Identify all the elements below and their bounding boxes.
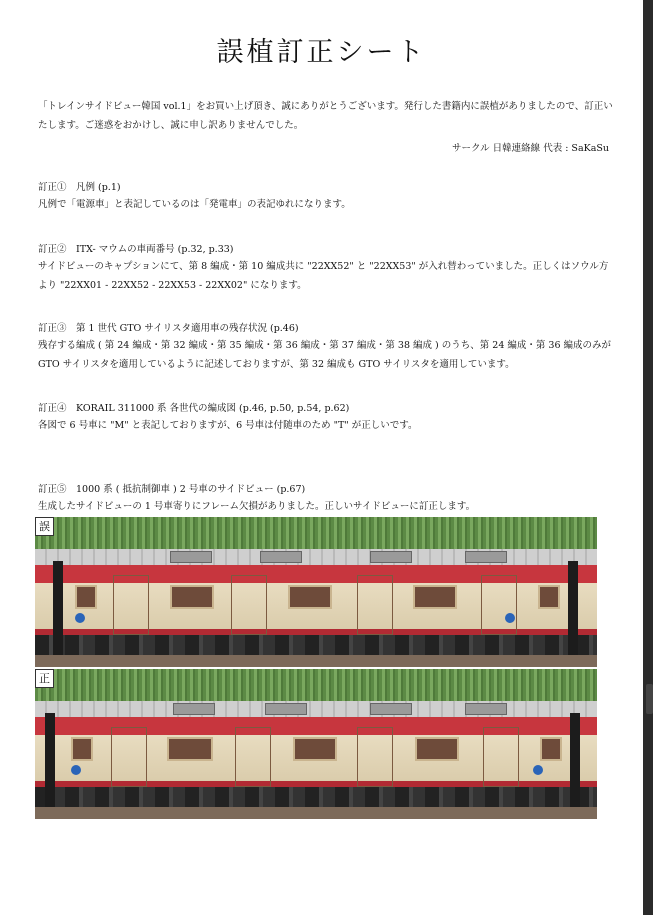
correction-5-body: 生成したサイドビューの 1 号車寄りにフレーム欠損がありました。正しいサイドビューに訂正します。 (38, 501, 476, 512)
train-door (113, 575, 149, 635)
train-door (481, 575, 517, 635)
train-roof (35, 701, 597, 717)
train-window (288, 585, 332, 609)
train-door (111, 727, 147, 787)
train-window (167, 737, 213, 761)
sideview-wrong-image (35, 517, 597, 667)
correct-tag: 正 (35, 669, 54, 688)
roof-equipment (265, 703, 307, 715)
roof-equipment (170, 551, 212, 563)
train-door (231, 575, 267, 635)
car-gap (45, 713, 55, 807)
page-title: 誤植訂正シート (216, 37, 427, 68)
train-underframe (35, 787, 597, 807)
train-window (413, 585, 457, 609)
correction-2-body: サイドビューのキャプションにて、第 8 編成・第 10 編成共に "22XX52" と "22XX53" が入れ替わっていました。正しくはソウル方より "22XX01 - 22XX52 - 22XX53 - 22XX02" になります。 (38, 261, 609, 291)
correction-4-body: 各図で 6 号車に "M" と表記しておりますが、6 号車は付随車のため "T" が正しいです。 (38, 420, 418, 431)
car-gap (53, 561, 63, 655)
grass-strip (35, 517, 597, 551)
rail-track (35, 807, 597, 819)
roof-equipment (465, 551, 507, 563)
wrong-tag: 誤 (35, 517, 54, 536)
train-window (415, 737, 459, 761)
train-door (235, 727, 271, 787)
roof-equipment (370, 551, 412, 563)
train-roof (35, 549, 597, 565)
train-door (483, 727, 519, 787)
korail-logo (533, 765, 543, 775)
correction-3-heading: 訂正③ 第 1 世代 GTO サイリスタ適用車の残存状況 (p.46) (38, 323, 299, 334)
correction-1-body: 凡例で「電源車」と表記しているのは「発電車」の表記ゆれになります。 (38, 199, 351, 210)
korail-logo (505, 613, 515, 623)
korail-logo (71, 765, 81, 775)
train-window (71, 737, 93, 761)
korail-logo (75, 613, 85, 623)
sideview-correct-image (35, 669, 597, 819)
page-edge-bar (643, 0, 653, 915)
car-gap (568, 561, 578, 655)
train-window (293, 737, 337, 761)
train-door (357, 575, 393, 635)
correction-3-body: 残存する編成 ( 第 24 編成・第 32 編成・第 35 編成・第 36 編成・第 37 編成・第 38 編成 ) のうち、第 24 編成・第 36 編成のみが GTO サイリスタを適用しているように記述しておりますが、第 32 編成も GTO サイリスタを適用しています。 (38, 340, 612, 370)
roof-equipment (260, 551, 302, 563)
grass-strip (35, 669, 597, 703)
train-window (538, 585, 560, 609)
roof-equipment (173, 703, 215, 715)
train-window (540, 737, 562, 761)
correction-2-heading: 訂正② ITX- マウムの車両番号 (p.32, p.33) (38, 244, 234, 255)
correction-5-heading: 訂正⑤ 1000 系 ( 抵抗制御車 ) 2 号車のサイドビュー (p.67) (38, 484, 306, 495)
train-underframe (35, 635, 597, 655)
car-gap (570, 713, 580, 807)
intro-paragraph: 「トレインサイドビュー韓国 vol.1」をお買い上げ頂き、誠にありがとうございます。発行した書籍内に誤植がありましたので、訂正いたします。ご迷惑をおかけし、誠に申し訳ありませんでした。 (38, 101, 613, 131)
scroll-handle[interactable] (646, 684, 653, 714)
train-door (357, 727, 393, 787)
train-window (170, 585, 214, 609)
roof-equipment (465, 703, 507, 715)
signature: サークル 日韓連絡線 代表 : SaKaSu (451, 143, 609, 154)
rail-track (35, 655, 597, 667)
roof-equipment (370, 703, 412, 715)
train-window (75, 585, 97, 609)
correction-1-heading: 訂正① 凡例 (p.1) (38, 182, 121, 193)
correction-4-heading: 訂正④ KORAIL 311000 系 各世代の編成図 (p.46, p.50, p.54, p.62) (38, 403, 350, 414)
